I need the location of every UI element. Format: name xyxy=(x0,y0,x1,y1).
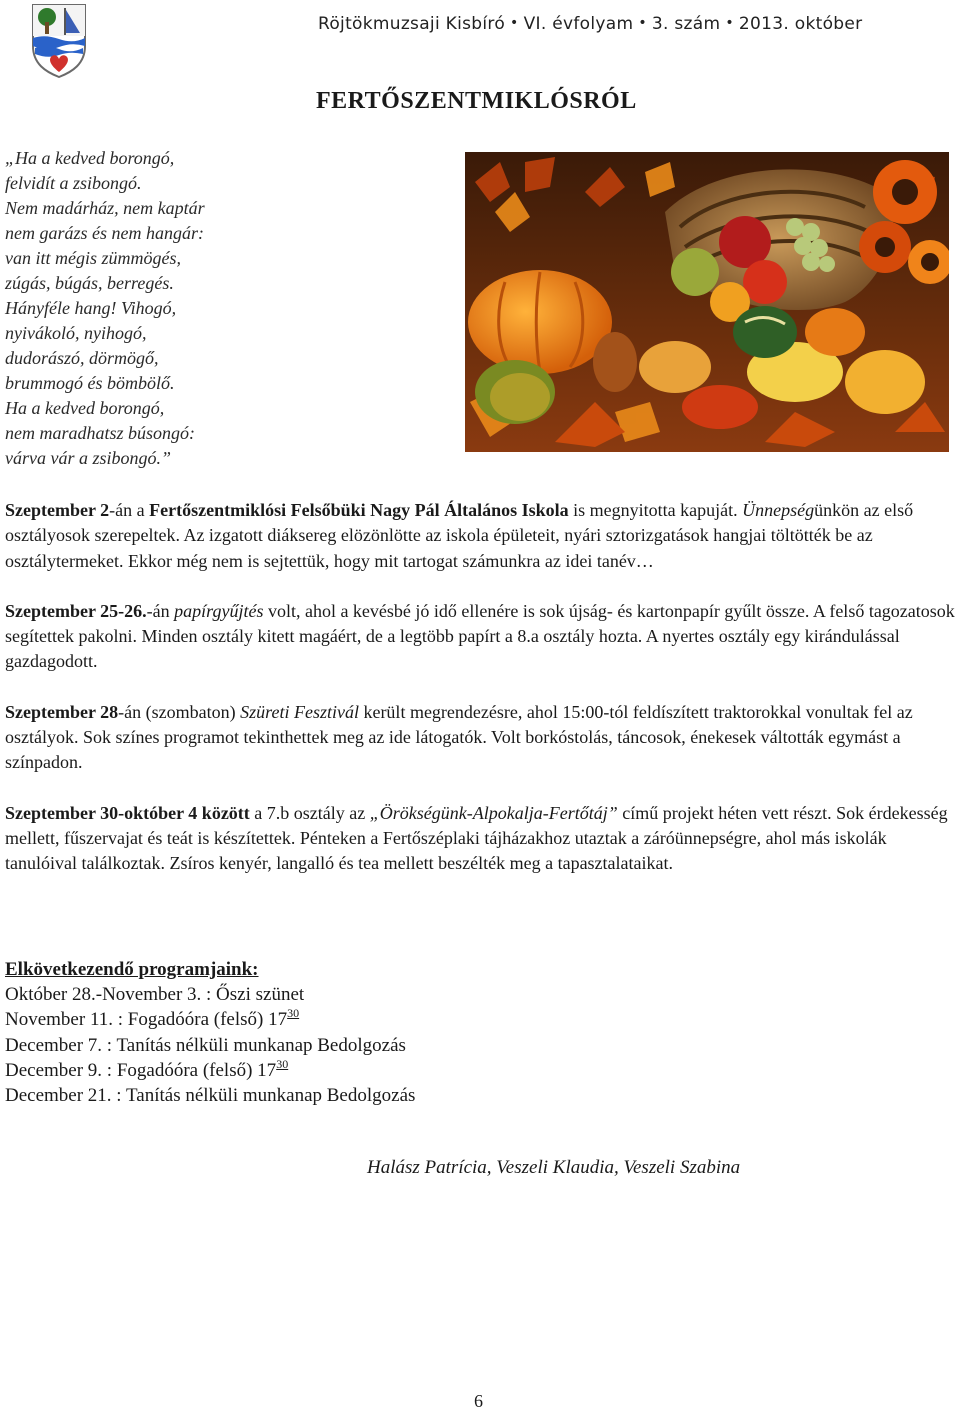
text-run: -án (szombaton) xyxy=(118,701,241,722)
event-date: Szeptember 28 xyxy=(5,701,119,722)
article-paragraph xyxy=(5,498,960,574)
program-item xyxy=(5,1083,415,1108)
programs-heading: Elkövetkezendő programjaink: xyxy=(5,959,259,980)
program-time-sup: 30 xyxy=(287,1006,300,1021)
text-run: került megrendezésre, ahol 15:00-tól feldíszített traktorokkal vonultak fel az osztályok. Sok színes programot tekinthettek meg az ide látogatók. Volt borkóstolás, táncosok, énekesek váltották egymást a színpadon. xyxy=(5,701,913,773)
text-run: -án xyxy=(146,600,175,621)
italic-run: „Örökségünk-Alpokalja-Fertőtáj” xyxy=(369,802,618,823)
event-date: Szeptember 25-26. xyxy=(5,600,147,621)
poem-line: nem maradhatsz búsongó: xyxy=(5,423,196,443)
separator-dot: • xyxy=(725,15,734,31)
italic-run: Ünnepség xyxy=(742,500,815,520)
text-run: a 7.b osztály az xyxy=(249,802,370,823)
poem-line: nyivákoló, nyihogó, xyxy=(5,323,147,343)
article-body xyxy=(5,498,960,902)
section-title: FERTŐSZENTMIKLÓSRÓL xyxy=(316,88,637,114)
program-item xyxy=(5,1058,415,1083)
separator-dot: • xyxy=(638,15,647,31)
poem-line: Hányféle hang! Vihogó, xyxy=(5,298,177,318)
poem xyxy=(5,146,205,471)
program-text: December 7. : Tanítás nélküli munkanap Bedolgozás xyxy=(5,1034,406,1056)
program-text: Október 28.-November 3. : Őszi szünet xyxy=(5,984,305,1006)
program-text: November 11. : Fogadóóra (felső) 17 xyxy=(5,1009,288,1031)
poem-line: felvidít a zsibongó. xyxy=(5,173,142,193)
poem-line: van itt mégis zümmögés, xyxy=(5,248,181,268)
program-item xyxy=(5,1033,415,1058)
page-number: 6 xyxy=(474,1391,483,1411)
village-coat-of-arms-icon xyxy=(30,2,88,78)
poem-line: Nem madárház, nem kaptár xyxy=(5,198,205,218)
poem-line: zúgás, búgás, berregés. xyxy=(5,273,174,293)
issue-date: 2013. október xyxy=(738,14,863,34)
poem-line: „Ha a kedved borongó, xyxy=(5,148,175,168)
poem-line: Ha a kedved borongó, xyxy=(5,398,165,418)
text-run: is megnyitotta kapuját. xyxy=(568,500,743,520)
program-item xyxy=(5,1007,415,1032)
event-date: Szeptember 30-október 4 között xyxy=(5,802,250,823)
text-run: című projekt héten vett részt. Sok érdekesség mellett, fűszervajat és teát is készítettek. Pénteken a Fertőszéplaki tájházakhoz utaztak a záróünnepségre, ahol más iskolák tanulóival találkoztak. Zsíros kenyér, langalló és tea mellett beszélték meg a tapasztalataikat. xyxy=(5,802,948,874)
program-item xyxy=(5,982,415,1007)
program-text: December 21. : Tanítás nélküli munkanap Bedolgozás xyxy=(5,1085,416,1107)
article-paragraph xyxy=(5,801,960,877)
program-time-sup: 30 xyxy=(276,1056,289,1071)
school-name: Fertőszentmiklósi Felsőbüki Nagy Pál Általános Iskola xyxy=(149,500,569,520)
article-paragraph xyxy=(5,599,960,675)
autumn-cornucopia-image xyxy=(465,152,949,452)
program-text: December 9. : Fogadóóra (felső) 17 xyxy=(5,1059,277,1081)
poem-line: brummogó és bömbölő. xyxy=(5,373,175,393)
volume-label: VI. évfolyam xyxy=(523,14,634,34)
text-run: volt, ahol a kevésbé jó idő ellenére is sok újság- és kartonpapír gyűlt össze. A felső tagozatosok segítettek pakolni. Minden osztály kitett magáért, de a legtöbb papírt a 8.a osztály hozta. A nyertes osztály egy kirándulással gazdagodott. xyxy=(5,600,955,672)
text-run: ünkön az első osztályosok szerepeltek. Az izgatott diáksereg elözönlötte az iskola épületeit, nyári sztorizgatások hangjai töltötték be az osztálytermeket. Ekkor még nem is sejtettük, hogy mit tartogat számunkra az idei tanév… xyxy=(5,500,914,571)
italic-run: Szüreti Fesztivál xyxy=(240,701,359,722)
article-authors: Halász Patrícia, Veszeli Klaudia, Veszeli Szabina xyxy=(367,1157,741,1178)
poem-line: várva vár a zsibongó.” xyxy=(5,448,171,468)
event-date: Szeptember 2 xyxy=(5,500,110,520)
text-run: -án a xyxy=(109,500,150,520)
poem-line: dudorászó, dörmögő, xyxy=(5,348,159,368)
poem-line: nem garázs és nem hangár: xyxy=(5,223,204,243)
article-paragraph xyxy=(5,700,960,776)
publication-name: Röjtökmuzsaji Kisbíró xyxy=(318,14,506,34)
separator-dot: • xyxy=(510,15,519,31)
upcoming-programs xyxy=(5,957,415,1108)
italic-run: papírgyűjtés xyxy=(174,600,264,621)
issue-label: 3. szám xyxy=(651,14,721,34)
publication-header xyxy=(318,14,862,34)
